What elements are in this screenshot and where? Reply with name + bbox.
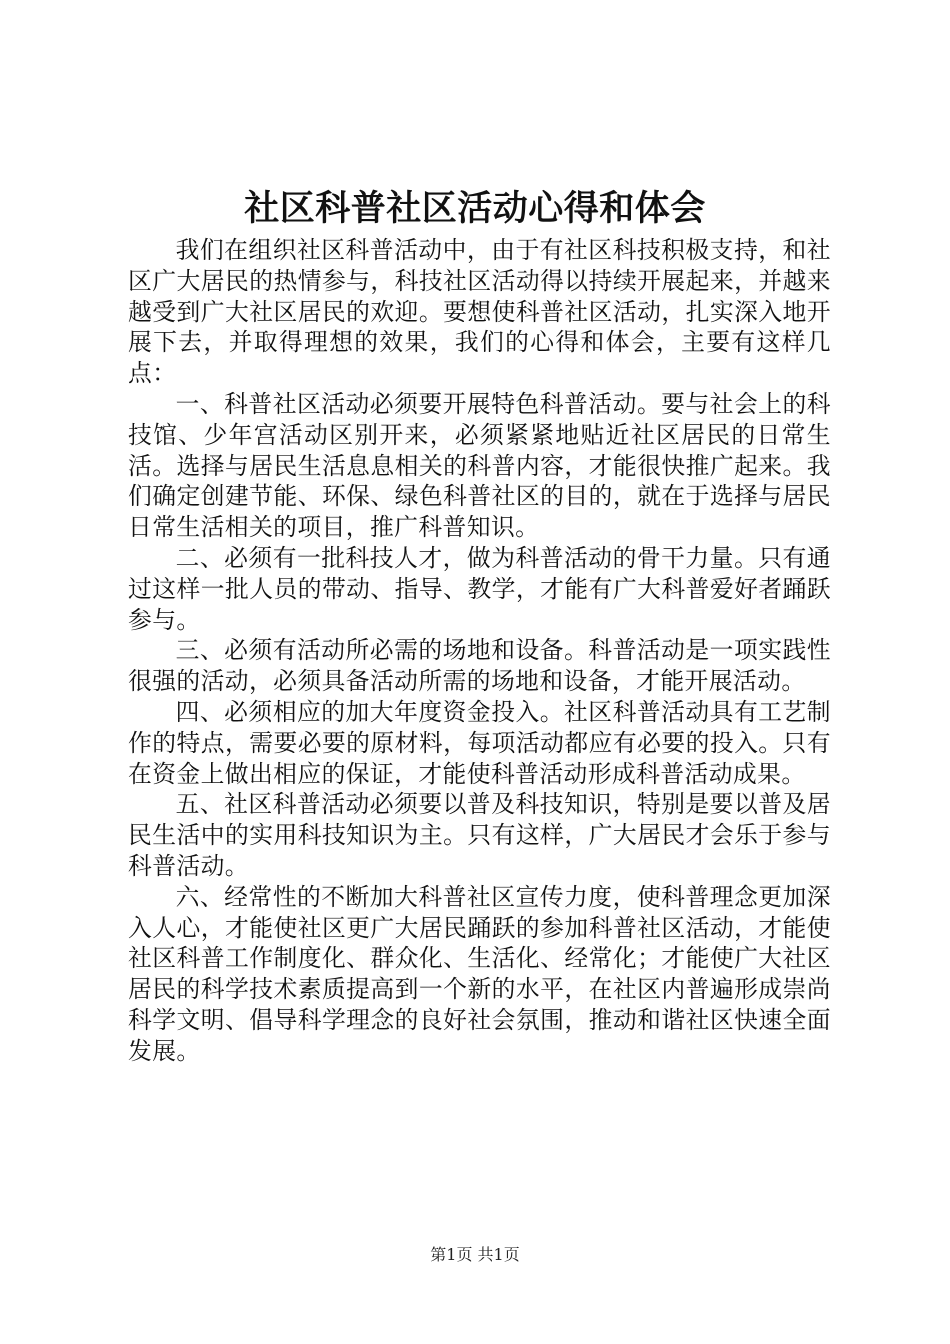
paragraph-intro: 我们在组织社区科普活动中，由于有社区科技积极支持，和社区广大居民的热情参与，科技社区活动得以持续开展起来，并越来越受到广大社区居民的欢迎。要想使科普社区活动，扎实深入地开展下去，并取得理想的效果，我们的心得和体会，主要有这样几点： (128, 236, 831, 388)
paragraph-point-4: 四、必须相应的加大年度资金投入。社区科普活动具有工艺制作的特点，需要必要的原材料，每项活动都应有必要的投入。只有在资金上做出相应的保证，才能使科普活动形成科普活动成果。 (128, 697, 831, 788)
paragraph-point-5: 五、社区科普活动必须要以普及科技知识，特别是要以普及居民生活中的实用科技知识为主。只有这样，广大居民才会乐于参与科普活动。 (128, 790, 831, 880)
document-title: 社区科普社区活动心得和体会 (244, 188, 706, 229)
page-footer: 第1页 共1页 (430, 1245, 520, 1264)
paragraph-point-1: 一、科普社区活动必须要开展特色科普活动。要与社会上的科技馆、少年宫活动区别开来，必须紧紧地贴近社区居民的日常生活。选择与居民生活息息相关的科普内容，才能很快推广起来。我们确定创建节能、环保、绿色科普社区的目的，就在于选择与居民日常生活相关的项目，推广科普知识。 (128, 389, 831, 542)
paragraph-point-3: 三、必须有活动所必需的场地和设备。科普活动是一项实践性很强的活动，必须具备活动所需的场地和设备，才能开展活动。 (128, 636, 831, 696)
paragraph-point-6: 六、经常性的不断加大科普社区宣传力度，使科普理念更加深入人心，才能使社区更广大居民踊跃的参加科普社区活动，才能使社区科普工作制度化、群众化、生活化、经常化；才能使广大社区居民的科学技术素质提高到一个新的水平，在社区内普遍形成崇尚科学文明、倡导科学理念的良好社会氛围，推动和谐社区快速全面发展。 (128, 882, 831, 1065)
document-body (128, 235, 831, 1067)
paragraph-point-2: 二、必须有一批科技人才，做为科普活动的骨干力量。只有通过这样一批人员的带动、指导、教学，才能有广大科普爱好者踊跃参与。 (128, 543, 831, 634)
